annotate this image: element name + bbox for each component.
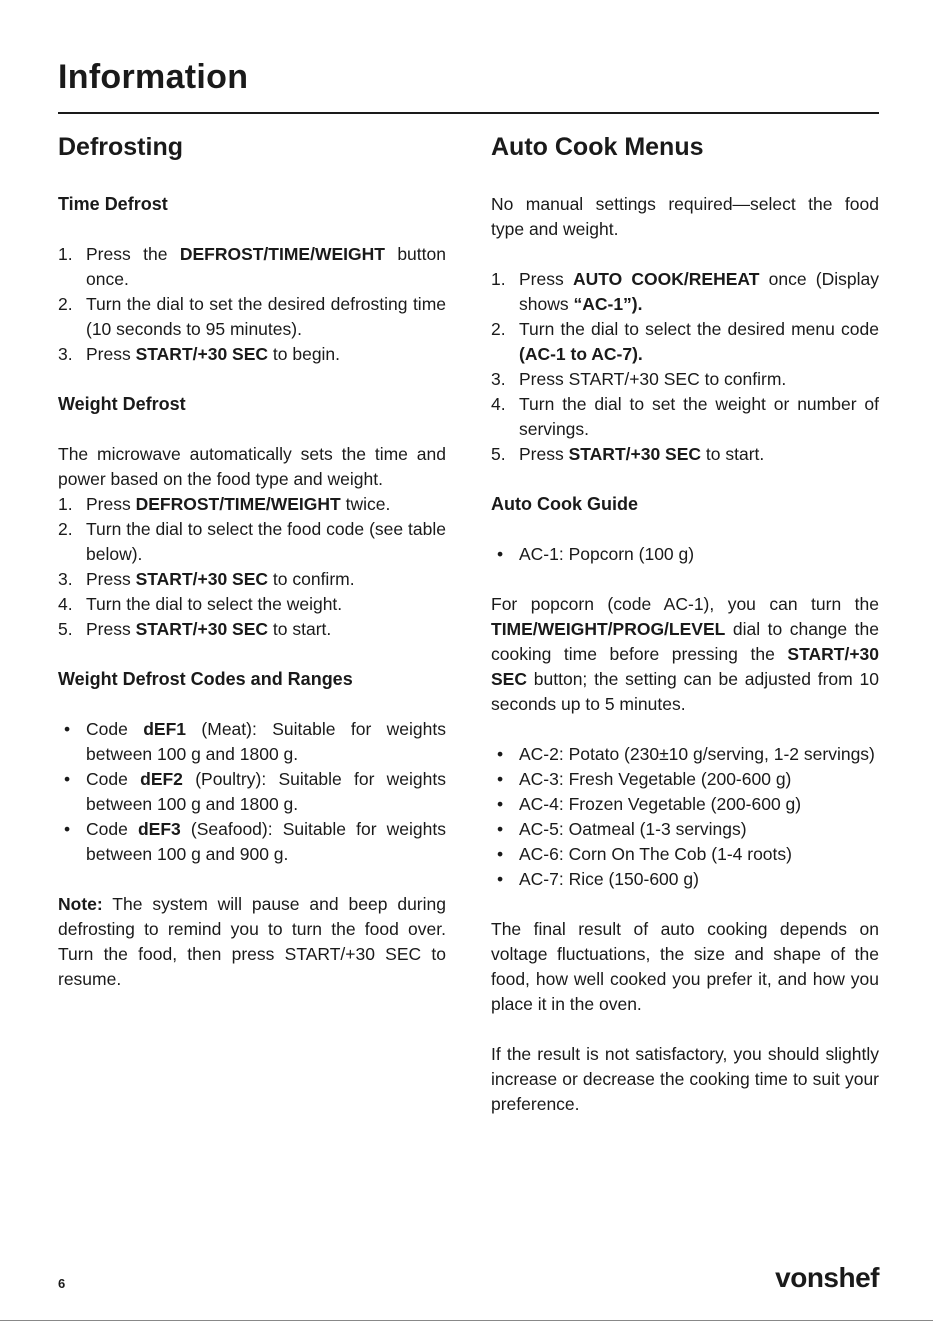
list-item — [58, 817, 446, 867]
step-number: 4. — [491, 394, 506, 414]
step-text: Press — [519, 444, 569, 464]
list-item — [58, 717, 446, 767]
dial-name: TIME/WEIGHT/PROG/LEVEL — [491, 619, 726, 639]
step-number: 5. — [58, 619, 73, 639]
step-text: Press — [519, 269, 573, 289]
defrost-codes-list — [58, 717, 446, 867]
button-name: START/+30 SEC — [135, 344, 269, 364]
list-item — [58, 292, 446, 342]
code-label: dEF2 — [140, 769, 183, 789]
list-item: • AC-3: Fresh Vegetable (200-600 g) — [491, 767, 879, 792]
note-text: button; the setting can be adjusted from 10 seconds up to 5 minutes. — [491, 669, 879, 714]
step-text: to start. — [268, 619, 332, 639]
code-label: dEF3 — [137, 819, 181, 839]
auto-cook-guide-first — [491, 542, 879, 567]
popcorn-note — [491, 592, 879, 717]
weight-defrost-steps — [58, 492, 446, 642]
defrosting-section — [58, 130, 446, 992]
step-text: Press — [86, 619, 136, 639]
button-name: START/+30 SEC — [568, 444, 702, 464]
list-item: • AC-7: Rice (150-600 g) — [491, 867, 879, 892]
code-text: Code — [86, 819, 138, 839]
code-text: Code — [86, 769, 141, 789]
step-text: Press — [86, 569, 136, 589]
step-text: Turn the dial to select the food code (see table below). — [86, 519, 446, 564]
note-text: The system will pause and beep during defrosting to remind you to turn the food over. Turn the food, then press START/+30 SEC to resume. — [58, 894, 446, 989]
button-name: AUTO COOK/REHEAT — [572, 269, 760, 289]
step-text: to confirm. — [268, 569, 355, 589]
list-item — [58, 492, 446, 517]
auto-cook-section — [491, 130, 879, 1117]
code-text: Code — [86, 719, 144, 739]
title-divider — [58, 112, 879, 114]
step-text: Press START/+30 SEC to confirm. — [519, 369, 787, 389]
step-text: to start. — [701, 444, 765, 464]
step-number: 2. — [58, 294, 73, 314]
note-label: Note: — [58, 894, 103, 914]
list-item — [491, 442, 879, 467]
auto-cook-guide-list — [491, 742, 879, 892]
step-number: 4. — [58, 594, 73, 614]
step-text: to begin. — [268, 344, 341, 364]
step-number: 3. — [58, 569, 73, 589]
list-item — [58, 617, 446, 642]
button-name: DEFROST/TIME/WEIGHT — [135, 494, 341, 514]
step-text: Press the — [86, 244, 180, 264]
code-text: (Meat): Suitable for weights between 100 g and 1800 g. — [86, 719, 447, 764]
list-item — [58, 767, 446, 817]
step-text: Press — [86, 494, 136, 514]
step-text: Turn the dial to select the desired menu code — [519, 319, 879, 339]
list-item — [491, 267, 879, 317]
list-item — [58, 592, 446, 617]
auto-cook-steps — [491, 267, 879, 467]
step-number: 1. — [58, 494, 73, 514]
brand-logo: vonshef — [775, 1262, 879, 1293]
step-number: 3. — [58, 344, 73, 364]
step-text: Turn the dial to set the desired defrosting time (10 seconds to 95 minutes). — [86, 294, 446, 339]
defrost-note — [58, 892, 446, 992]
button-name: START/+30 SEC — [491, 644, 879, 689]
list-item — [491, 392, 879, 442]
display-code: “AC-1”). — [573, 294, 643, 314]
list-item: • AC-6: Corn On The Cob (1-4 roots) — [491, 842, 879, 867]
weight-defrost-heading: Weight Defrost — [58, 394, 186, 414]
defrost-codes-heading: Weight Defrost Codes and Ranges — [58, 669, 353, 689]
step-text: once (Display shows — [519, 269, 879, 314]
time-defrost-steps — [58, 242, 446, 367]
list-item — [58, 342, 446, 367]
list-item — [491, 317, 879, 367]
code-text: (Poultry): Suitable for weights between 100 g and 1800 g. — [86, 769, 447, 814]
page-title: Information — [58, 58, 249, 96]
auto-cook-intro: No manual settings required—select the food type and weight. — [491, 194, 879, 239]
note-text: dial to change the cooking time before pressing the — [491, 619, 879, 664]
auto-cook-guide-heading: Auto Cook Guide — [491, 494, 638, 514]
step-text: Turn the dial to select the weight. — [86, 594, 343, 614]
list-item — [58, 567, 446, 592]
page-number: 6 — [58, 1276, 66, 1291]
list-item — [58, 242, 446, 292]
list-item — [58, 517, 446, 567]
step-number: 2. — [58, 519, 73, 539]
defrosting-heading: Defrosting — [58, 133, 183, 161]
closing-paragraph: If the result is not satisfactory, you should slightly increase or decrease the cooking time to suit your preference. — [491, 1044, 879, 1114]
code-label: dEF1 — [143, 719, 187, 739]
button-name: DEFROST/TIME/WEIGHT — [179, 244, 385, 264]
button-name: START/+30 SEC — [135, 569, 269, 589]
step-number: 2. — [491, 319, 506, 339]
closing-paragraph: The final result of auto cooking depends on voltage fluctuations, the size and shape of the food, how well cooked you prefer it, and how you place it in the oven. — [491, 919, 879, 1014]
step-text: button once. — [86, 244, 446, 289]
list-item: • AC-1: Popcorn (100 g) — [491, 542, 879, 567]
note-text: For popcorn (code AC-1), you can turn the — [491, 594, 879, 614]
step-number: 3. — [491, 369, 506, 389]
step-text: Press — [86, 344, 136, 364]
step-number: 1. — [491, 269, 506, 289]
list-item: • AC-2: Potato (230±10 g/serving, 1-2 servings) — [491, 742, 879, 767]
code-text: (Seafood): Suitable for weights between 100 g and 900 g. — [86, 819, 446, 864]
time-defrost-heading: Time Defrost — [58, 194, 168, 214]
button-name: START/+30 SEC — [135, 619, 269, 639]
auto-cook-heading: Auto Cook Menus — [491, 133, 704, 161]
list-item — [491, 367, 879, 392]
list-item: • AC-4: Frozen Vegetable (200-600 g) — [491, 792, 879, 817]
step-text: twice. — [340, 494, 391, 514]
step-number: 1. — [58, 244, 73, 264]
step-number: 5. — [491, 444, 506, 464]
code-range: (AC-1 to AC-7). — [519, 344, 643, 364]
bottom-divider — [0, 1320, 933, 1321]
list-item: • AC-5: Oatmeal (1-3 servings) — [491, 817, 879, 842]
step-text: Turn the dial to set the weight or number of servings. — [519, 394, 879, 439]
weight-defrost-intro: The microwave automatically sets the time and power based on the food type and weight. — [58, 444, 446, 489]
